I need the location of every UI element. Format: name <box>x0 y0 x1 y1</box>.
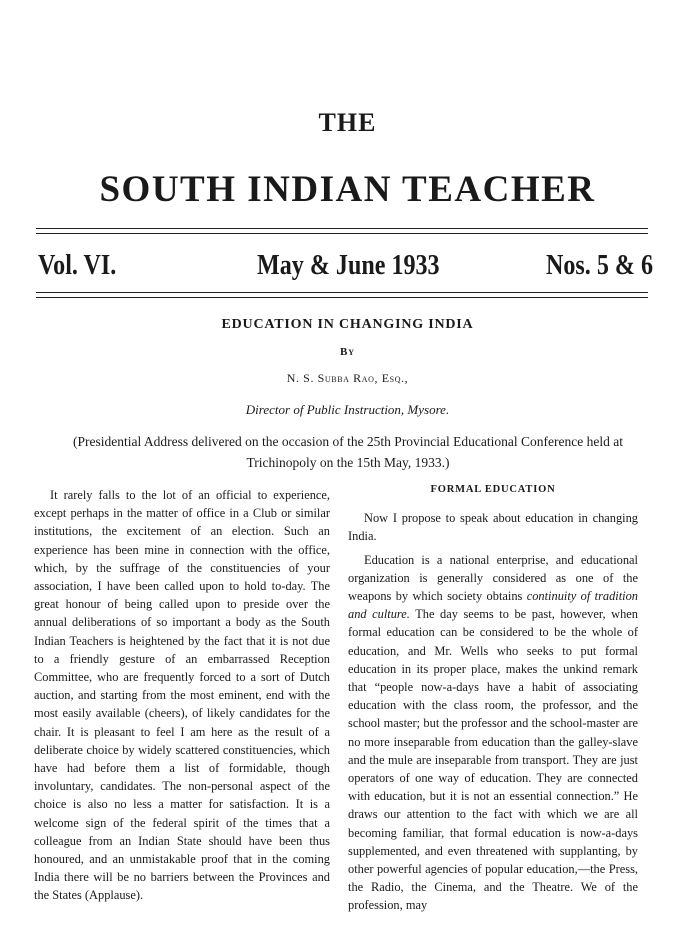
volume-number: Vol. VI. <box>38 250 117 281</box>
author-name: N. S. Subba Rao, Esq., <box>286 371 409 385</box>
masthead-the: THE <box>318 108 377 137</box>
masthead-rule-bottom-thick <box>36 292 648 293</box>
left-paragraph-1: It rarely falls to the lot of an official to experience, except perhaps in the matter of office in a Club or similar institutions, the excitement of an election. Such an experience has been mine in connection with the office, which, by the suffrage of the constituencies of your association, I have been called upon to hold to-day. The great honour of being called upon to preside over the annual deliberations of so important a body as the South Indian Teachers is heightened by the fact that it is not due to a friendly gesture of an embarrassed Reception Committee, who are frequently forced to a sort of Dutch auction, and starting from the most eminent, end with the most easily available (cheers), of likely candidates for the chair. It is pleasant to feel I am here as the result of a deliberate choice by widely scattered constituencies, which have had before them a list of formidable, though involuntary, candidates. The non-personal aspect of the choice is also no less a matter for satisfaction. It is a welcome sign of the federal spirit of the times that a colleague from an Indian State should have been thus honoured, and an unmistakable proof that in the coming India there will be no barriers between the Provinces and the States (Applause). <box>34 488 330 903</box>
right-paragraph-1: Now I propose to speak about education in changing India. <box>348 511 638 544</box>
right-column <box>348 481 638 915</box>
issue-numbers: Nos. 5 & 6 <box>546 250 654 281</box>
article-title: EDUCATION IN CHANGING INDIA <box>221 317 474 332</box>
right-paragraph-2-rest: The day seems to be past, however, when formal education can be considered to be the whole of education, and Mr. Wells who seeks to put formal education in its proper place, makes the unkind remark that “people now-a-days have a habit of associating education with the class room, the professor, and the school master; but the professor and the school-master are no more inseparable from education than the galley-slave and the mule are inseparable from transport. They are just operators of one way of education. They are connected with education, but it is not an essential connection.” He draws our attention to the fact with which we are all becoming familiar, that formal education is now-a-days supplemented, and even threatened with supplanting, by other powerful agencies of popular education,—the Press, the Radio, the Cinema, and the Theatre. We of the profession, may <box>348 607 638 913</box>
masthead-rule-top-thin <box>36 228 648 229</box>
left-column <box>34 486 330 905</box>
byline-label: By <box>339 346 356 358</box>
address-note: (Presidential Address delivered on the occasion of the 25th Provincial Educational Conference held at Trichinopoly on the 15th May, 1933.) <box>73 434 623 470</box>
journal-title: SOUTH INDIAN TEACHER <box>99 169 596 210</box>
right-paragraph-2 <box>348 551 638 915</box>
right-paragraph-2-start: Education is a national enterprise, and educational organization is generally considered as one of the weapons by which society obtains <box>348 552 638 604</box>
masthead-rule-top-thick <box>36 233 648 234</box>
issue-date: May & June 1933 <box>257 250 440 281</box>
right-paragraph-2-emphasis: continuity of tradition and culture. <box>348 589 638 622</box>
section-heading: FORMAL EDUCATION <box>430 484 556 495</box>
masthead-rule-bottom-thin <box>36 297 648 298</box>
author-title: Director of Public Instruction, Mysore. <box>245 402 450 417</box>
